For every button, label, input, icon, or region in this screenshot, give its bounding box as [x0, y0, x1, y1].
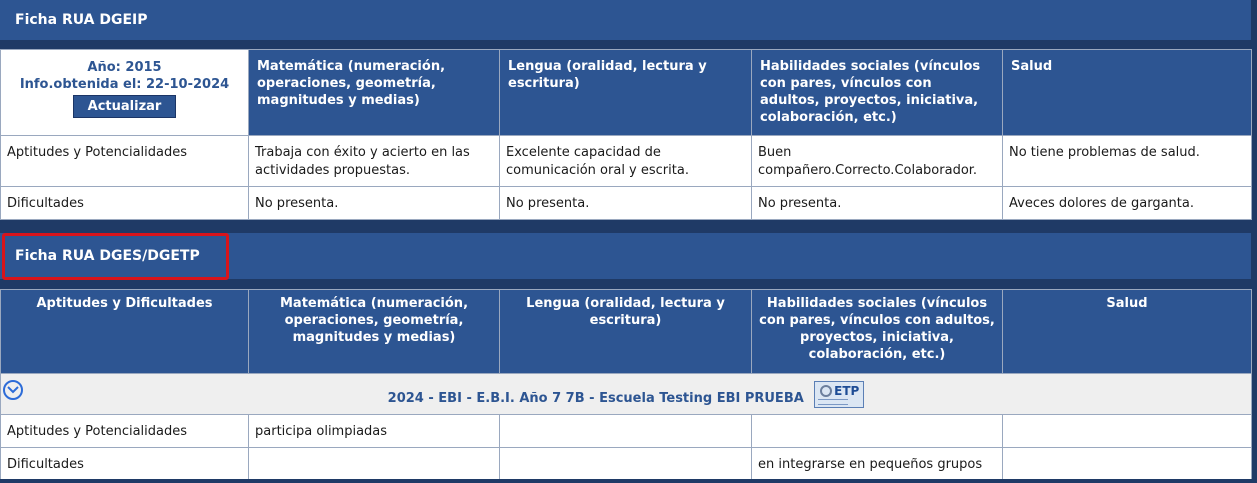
bottom-edge — [0, 479, 1257, 483]
column-header-lengua: Lengua (oralidad, lectura y escritura) — [500, 290, 752, 374]
table-cell: No presenta. — [500, 187, 752, 220]
year-group-row — [1, 374, 1252, 415]
column-header-matematica: Matemática (numeración, operaciones, geometría, magnitudes y medias) — [249, 290, 500, 374]
column-header-lengua: Lengua (oralidad, lectura y escritura) — [500, 50, 752, 136]
table-cell: No presenta. — [752, 187, 1003, 220]
table-cell: Trabaja con éxito y acierto en las actividades propuestas. — [249, 136, 500, 187]
column-header-habilidades: Habilidades sociales (vínculos con pares, vínculos con adultos, proyectos, iniciativa, colaboración, etc.) — [752, 50, 1003, 136]
column-header-matematica: Matemática (numeración, operaciones, geometría, magnitudes y medias) — [249, 50, 500, 136]
etp-badge-text: ETP — [834, 384, 860, 398]
table-cell: Buen compañero.Correcto.Colaborador. — [752, 136, 1003, 187]
table-cell: participa olimpiadas — [249, 415, 500, 448]
table-cell: No tiene problemas de salud. — [1003, 136, 1252, 187]
column-header-salud: Salud — [1003, 290, 1252, 374]
table-dges-dgetp — [0, 289, 1252, 481]
table-header-row — [1, 290, 1252, 374]
table-cell: Aveces dolores de garganta. — [1003, 187, 1252, 220]
column-header-habilidades: Habilidades sociales (vínculos con pares, vínculos con adultos, proyectos, iniciativa, colaboración, etc.) — [752, 290, 1003, 374]
highlight-box — [2, 233, 229, 280]
etp-logo-icon — [814, 381, 864, 408]
table-row — [1, 187, 1252, 220]
table-cell: No presenta. — [249, 187, 500, 220]
column-header-aptitudes: Aptitudes y Dificultades — [1, 290, 249, 374]
year-group-label-wrap — [1, 374, 1251, 412]
section-title: Ficha RUA DGEIP — [15, 12, 148, 28]
table-cell: en integrarse en pequeños grupos — [752, 448, 1003, 481]
info-label: Info.obtenida el: 22-10-2024 — [19, 77, 230, 92]
table-row — [1, 448, 1252, 481]
table-cell — [500, 448, 752, 481]
section-header-dgeip — [0, 0, 1251, 40]
table-cell — [752, 415, 1003, 448]
table-cell: Excelente capacidad de comunicación oral y escrita. — [500, 136, 752, 187]
table-row — [1, 415, 1252, 448]
year-group-label: 2024 - EBI - E.B.I. Año 7 7B - Escuela Testing EBI PRUEBA — [387, 391, 804, 406]
table-header-row — [1, 50, 1252, 136]
table-cell — [249, 448, 500, 481]
table-dgeip — [0, 49, 1252, 220]
table-cell — [1003, 415, 1252, 448]
table-cell — [1003, 448, 1252, 481]
row-label: Aptitudes y Potencialidades — [1, 136, 249, 187]
column-header-salud: Salud — [1003, 50, 1252, 136]
update-button[interactable]: Actualizar — [73, 95, 177, 118]
row-label: Dificultades — [1, 448, 249, 481]
table-row — [1, 136, 1252, 187]
year-label: Año: 2015 — [87, 60, 162, 75]
section-title: Ficha RUA DGES/DGETP — [15, 248, 200, 264]
chevron-down-circle-icon[interactable] — [3, 380, 23, 400]
year-group-cell — [1, 374, 1252, 415]
table-cell — [500, 415, 752, 448]
row-label: Aptitudes y Potencialidades — [1, 415, 249, 448]
info-cell — [1, 50, 249, 136]
row-label: Dificultades — [1, 187, 249, 220]
